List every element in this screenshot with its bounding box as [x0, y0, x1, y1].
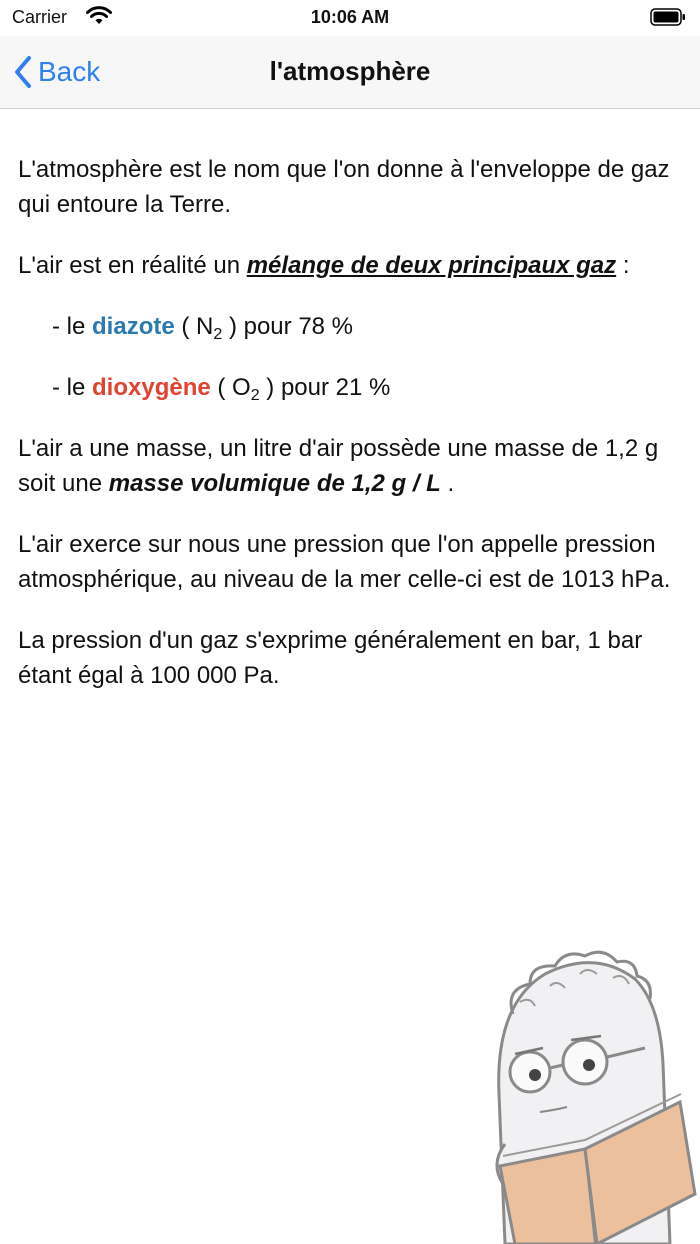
- emphasis-mixture: mélange de deux principaux gaz: [246, 252, 617, 279]
- text: ) pour 21 %: [259, 374, 391, 401]
- paragraph-pressure: L'air exerce sur nous une pression que l'on appelle pression atmosphérique, au niveau de la mer celle-ci est de 1013 hPa.: [18, 531, 671, 593]
- subscript: 2: [213, 326, 223, 343]
- text: L'air est en réalité un: [18, 252, 247, 279]
- navigation-bar: [0, 36, 700, 109]
- lesson-content: [18, 152, 682, 719]
- text: ( N: [174, 313, 214, 340]
- text: L'air a une masse, un litre d'air possède une masse de 1,2 g soit une: [18, 435, 659, 497]
- text: .: [440, 470, 455, 497]
- text: - le: [52, 313, 93, 340]
- paragraph-air-mass: [18, 431, 682, 501]
- text: :: [616, 252, 630, 279]
- mascot-reading-illustration: [485, 944, 700, 1244]
- emphasis-density: masse volumique de 1,2 g / L: [108, 470, 441, 497]
- diazote-term: diazote: [92, 313, 175, 340]
- text: - le: [52, 374, 93, 401]
- paragraph-bar-unit: La pression d'un gaz s'exprime généralement en bar, 1 bar étant égal à 100 000 Pa.: [18, 627, 643, 689]
- bullet-dioxygene: [18, 370, 682, 405]
- status-bar: [0, 0, 700, 36]
- text: ) pour 78 %: [222, 313, 354, 340]
- paragraph-intro: L'atmosphère est le nom que l'on donne à l'enveloppe de gaz qui entoure la Terre.: [18, 156, 670, 218]
- text: ( O: [210, 374, 251, 401]
- subscript: 2: [250, 387, 260, 404]
- paragraph-air-mixture: [18, 248, 682, 283]
- bullet-diazote: [18, 309, 682, 344]
- battery-icon: [650, 8, 686, 26]
- back-button-label: Back: [38, 56, 101, 87]
- dioxygene-term: dioxygène: [92, 374, 211, 401]
- page-title: l'atmosphère: [269, 56, 431, 86]
- status-time: 10:06 AM: [310, 7, 390, 27]
- carrier-label: Carrier: [12, 7, 68, 27]
